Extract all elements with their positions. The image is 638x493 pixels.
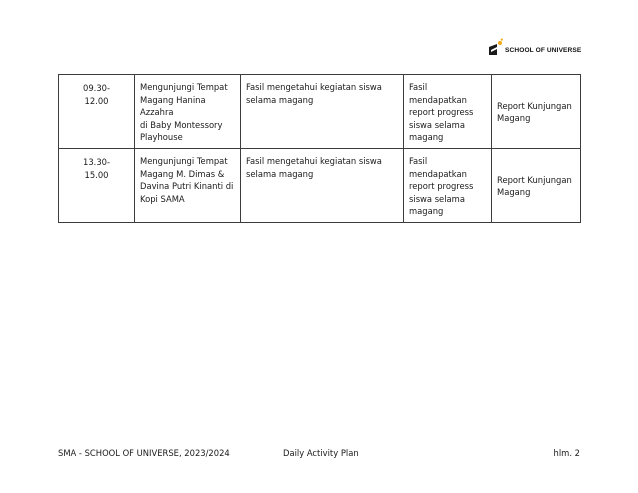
documentation-cell [492,148,581,222]
table-row [59,75,581,149]
footer-page-number: hlm. 2 [553,448,580,458]
school-logo [489,38,581,58]
time-cell [59,75,135,149]
goal-cell [241,75,404,149]
goal-cell [241,148,404,222]
time-cell [59,148,135,222]
documentation-text: Report Kunjungan Magang [497,174,572,198]
logo-text: SCHOOL OF UNIVERSE [505,47,582,54]
time-text: 13.30- 15.00 [83,156,110,180]
activity-text: Mengunjungi Tempat Magang Hanina Azzahra di Baby Montessory Playhouse [140,82,228,143]
goal-text: Fasil mengetahui kegiatan siswa selama magang [246,155,382,179]
footer-document-title: Daily Activity Plan [283,448,359,458]
footer-school-year: SMA - SCHOOL OF UNIVERSE, 2023/2024 [58,448,230,458]
output-text: Fasil mendapatkan report progress siswa selama magang [409,155,474,217]
documentation-cell [492,75,581,149]
activity-cell [135,75,241,149]
documentation-text: Report Kunjungan Magang [497,100,572,124]
activity-text: Mengunjungi Tempat Magang M. Dimas & Davina Putri Kinanti di Kopi SAMA [140,155,234,204]
time-text: 09.30- 12.00 [83,83,110,106]
goal-text: Fasil mengetahui kegiatan siswa selama magang [246,82,382,105]
activity-plan-table [58,74,581,223]
table-row [59,148,581,222]
school-logo-icon [489,38,503,58]
activity-cell [135,148,241,222]
output-cell [404,148,492,222]
output-cell [404,75,492,149]
output-text: Fasil mendapatkan report progress siswa selama magang [409,82,474,143]
page-footer [58,447,580,459]
